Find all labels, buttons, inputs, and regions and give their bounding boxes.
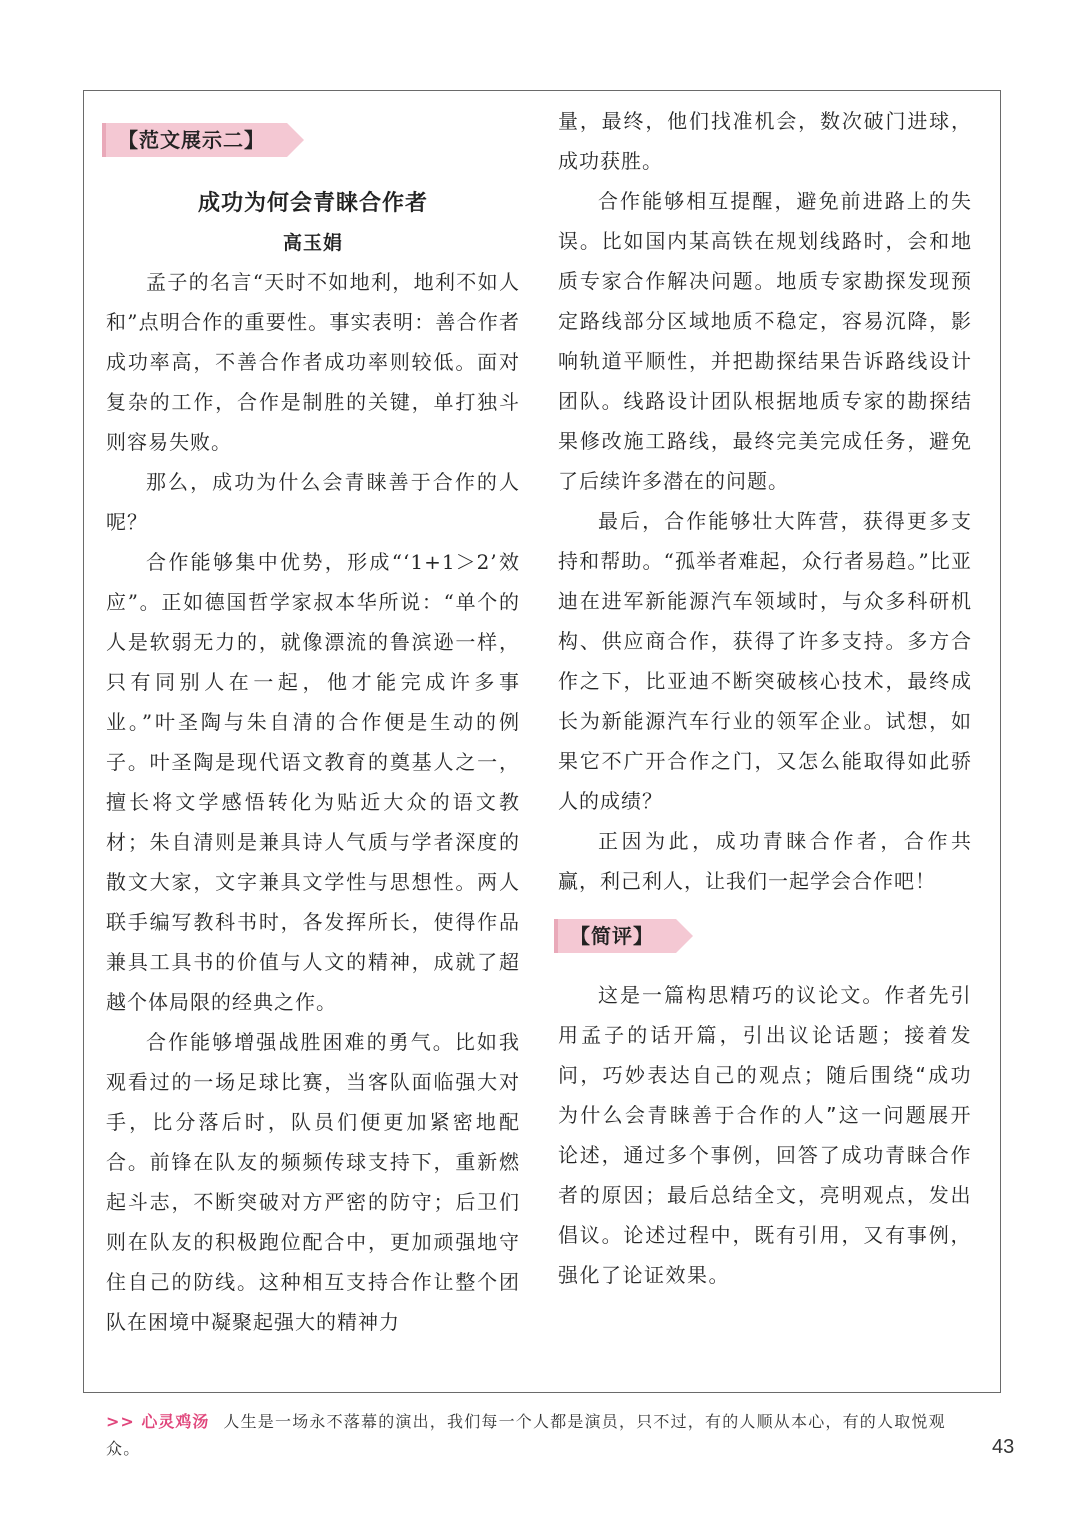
review-tag-wrap — [558, 909, 972, 975]
footer-label: >> 心灵鸡汤 — [106, 1412, 210, 1431]
left-column — [106, 101, 520, 1342]
article-paragraph: 那么，成功为什么会青睐善于合作的人呢？ — [106, 470, 520, 534]
footer-note — [106, 1408, 966, 1462]
article-paragraph: 正因为此，成功青睐合作者，合作共赢，利己利人，让我们一起学会合作吧！ — [558, 829, 972, 893]
article-paragraph: 孟子的名言“天时不如地利，地利不如人和”点明合作的重要性。事实表明：善合作者成功率高，不善合作者成功率则较低。面对复杂的工作，合作是制胜的关键，单打独斗则容易失败。 — [106, 270, 520, 454]
right-column — [558, 101, 972, 1295]
article-paragraph: 最后，合作能够壮大阵营，获得更多支持和帮助。“孤举者难起，众行者易趋。”比亚迪在进军新能源汽车领域时，与众多科研机构、供应商合作，获得了许多支持。多方合作之下，比亚迪不断突破核心技术，最终成长为新能源汽车行业的领军企业。试想，如果它不广开合作之门，又怎么能取得如此骄人的成绩？ — [558, 509, 972, 813]
article-paragraph: 合作能够集中优势，形成“‘1+1＞2’效应”。正如德国哲学家叔本华所说：“单个的人是软弱无力的，就像漂流的鲁滨逊一样，只有同别人在一起，他才能完成许多事业。”叶圣陶与朱自清的合作便是生动的例子。叶圣陶是现代语文教育的奠基人之一，擅长将文学感悟转化为贴近大众的语文教材；朱自清则是兼具诗人气质与学者深度的散文大家，文字兼具文学性与思想性。两人联手编写教科书时，各发挥所长，使得作品兼具工具书的价值与人文的精神，成就了超越个体局限的经典之作。 — [106, 550, 520, 1014]
article-paragraph: 合作能够增强战胜困难的勇气。比如我观看过的一场足球比赛，当客队面临强大对手，比分落后时，队员们便更加紧密地配合。前锋在队友的频频传球支持下，重新燃起斗志，不断突破对方严密的防守；后卫们则在队友的积极跑位配合中，更加顽强地守住自己的防线。这种相互支持合作让整个团队在困境中凝聚起强大的精神力 — [106, 1030, 520, 1334]
page-number: 43 — [992, 1436, 1015, 1458]
footer-text: 人生是一场永不落幕的演出，我们每一个人都是演员，只不过，有的人顺从本心，有的人取悦观众。 — [106, 1412, 946, 1458]
review-tag: 【简评】 — [558, 919, 676, 953]
article-paragraph: 合作能够相互提醒，避免前进路上的失误。比如国内某高铁在规划线路时，会和地质专家合作解决问题。地质专家勘探发现预定路线部分区域地质不稳定，容易沉降，影响轨道平顺性，并把勘探结果告诉路线设计团队。线路设计团队根据地质专家的勘探结果修改施工路线，最终完美完成任务，避免了后续许多潜在的问题。 — [558, 189, 972, 493]
section-tag: 【范文展示二】 — [106, 123, 287, 157]
article-paragraph-continued: 量，最终，他们找准机会，数次破门进球，成功获胜。 — [558, 109, 972, 173]
section-tag-wrap — [106, 123, 520, 181]
article-title: 成功为何会青睐合作者 — [197, 191, 428, 216]
review-section — [558, 975, 972, 1295]
review-text: 这是一篇构思精巧的议论文。作者先引用孟子的话开篇，引出议论话题；接着发问，巧妙表达自己的观点；随后围绕“成功为什么会青睐善于合作的人”这一问题展开论述，通过多个事例，回答了成功青睐合作者的原因；最后总结全文，亮明观点，发出倡议。论述过程中，既有引用，又有事例，强化了论证效果。 — [558, 983, 972, 1287]
article-author: 高玉娟 — [282, 232, 343, 254]
